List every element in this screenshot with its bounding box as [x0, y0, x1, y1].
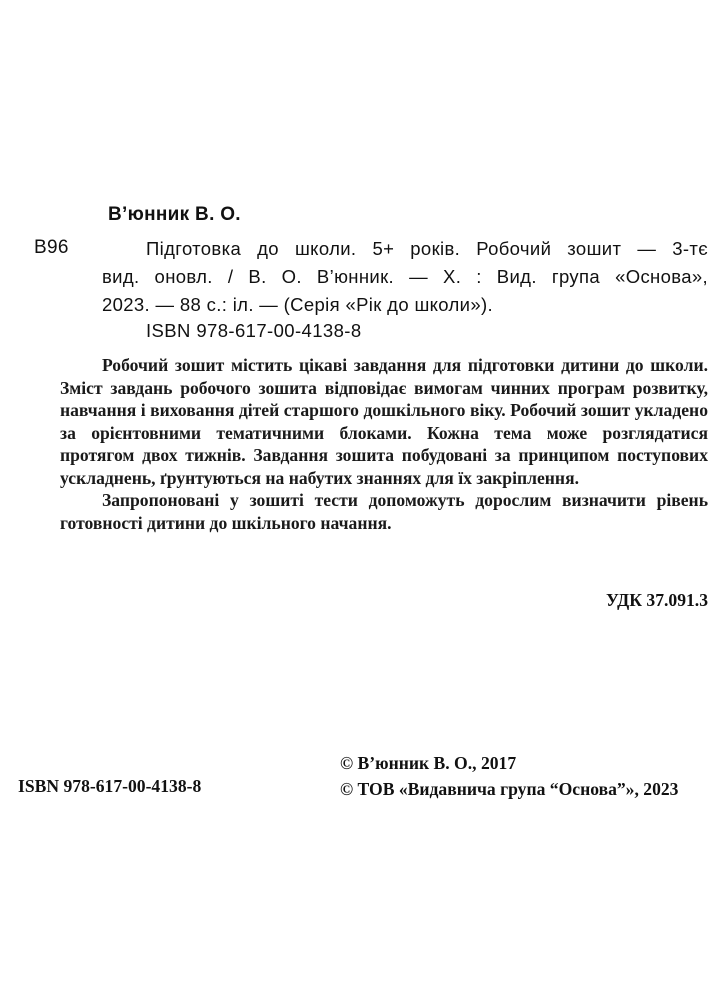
copyright-author: © В’юнник В. О., 2017: [340, 753, 517, 773]
library-code: В96: [34, 237, 69, 258]
biblio-line-1: Підготовка до школи. 5+ років. Робочий зошит — 3-тє: [146, 238, 708, 259]
annotation-paragraph-1: Робочий зошит містить цікаві завдання для підготовки дитини до школи. Зміст завдань робочого зошита відповідає вимогам чинних програм розвитку, навчання і виховання дітей старшого дошкільного віку. Робочий зошит укладено за орієнтовними тематичними блоками. Кожна тема може розглядатися протягом двох тижнів. Завдання зошита побудовані за принципом поступових ускладнень, ґрунтуються на набутих знаннях для їх закріплення.: [60, 355, 708, 488]
author-name: В’юнник В. О.: [108, 204, 241, 225]
biblio-line-3: 2023. — 88 с.: іл. — (Серія «Рік до школи»).: [102, 294, 493, 315]
udk-code: УДК 37.091.3: [606, 590, 708, 610]
biblio-line-2: вид. оновл. / В. О. В’юнник. — Х. : Вид. група «Основа»,: [102, 266, 708, 287]
isbn-bottom: ISBN 978-617-00-4138-8: [18, 776, 202, 796]
copyright-block: [340, 750, 678, 802]
copyright-publisher: © ТОВ «Видавнича група “Основа”», 2023: [340, 779, 679, 799]
isbn-catalog: ISBN 978-617-00-4138-8: [146, 320, 362, 341]
annotation: [60, 354, 708, 534]
annotation-paragraph-2: Запропоновані у зошиті тести допоможуть дорослим визначити рівень готовності дитини до шкільного начання.: [60, 490, 708, 533]
bibliographic-description: [102, 235, 708, 319]
